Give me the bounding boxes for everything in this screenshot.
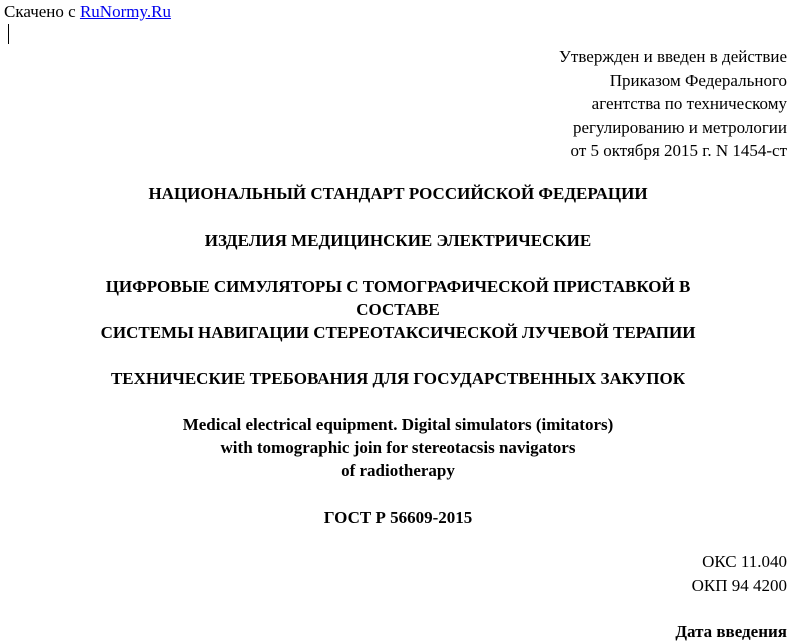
oks-code: ОКС 11.040 <box>702 552 787 571</box>
english-title-line: with tomographic join for stereotacsis navigators <box>220 438 576 457</box>
classification-block <box>692 550 787 597</box>
subject-heading <box>0 275 790 344</box>
english-title-line: Medical electrical equipment. Digital simulators (imitators) <box>182 415 614 434</box>
approval-block <box>559 45 787 163</box>
source-link[interactable]: RuNormy.Ru <box>79 2 171 21</box>
approval-line: регулированию и метрологии <box>572 117 787 137</box>
approval-line: Утвержден и введен в действие <box>558 47 787 66</box>
subject-line: СОСТАВЕ <box>356 300 440 319</box>
requirements-heading: ТЕХНИЧЕСКИЕ ТРЕБОВАНИЯ ДЛЯ ГОСУДАРСТВЕННЫХ ЗАКУПОК <box>110 369 686 388</box>
approval-line: Приказом Федерального <box>609 70 787 90</box>
okp-code: ОКП 94 4200 <box>691 575 787 595</box>
product-group-heading: ИЗДЕЛИЯ МЕДИЦИНСКИЕ ЭЛЕКТРИЧЕСКИЕ <box>204 231 592 250</box>
subject-line: ЦИФРОВЫЕ СИМУЛЯТОРЫ С ТОМОГРАФИЧЕСКОЙ ПРИСТАВКОЙ В <box>105 277 691 296</box>
intro-date-label: Дата введения <box>675 622 787 641</box>
source-prefix: Скачено с <box>4 2 80 21</box>
english-title-line: of radiotherapy <box>341 461 455 480</box>
text-cursor <box>8 24 9 44</box>
english-title <box>0 413 790 482</box>
approval-line: агентства по техническому <box>591 94 787 113</box>
gost-number: ГОСТ Р 56609-2015 <box>323 508 473 527</box>
national-standard-heading: НАЦИОНАЛЬНЫЙ СТАНДАРТ РОССИЙСКОЙ ФЕДЕРАЦИИ <box>148 184 648 203</box>
approval-line: от 5 октября 2015 г. N 1454-ст <box>570 141 787 160</box>
subject-line: СИСТЕМЫ НАВИГАЦИИ СТЕРЕОТАКСИЧЕСКОЙ ЛУЧЕВОЙ ТЕРАПИИ <box>100 323 696 342</box>
source-line <box>4 0 171 23</box>
